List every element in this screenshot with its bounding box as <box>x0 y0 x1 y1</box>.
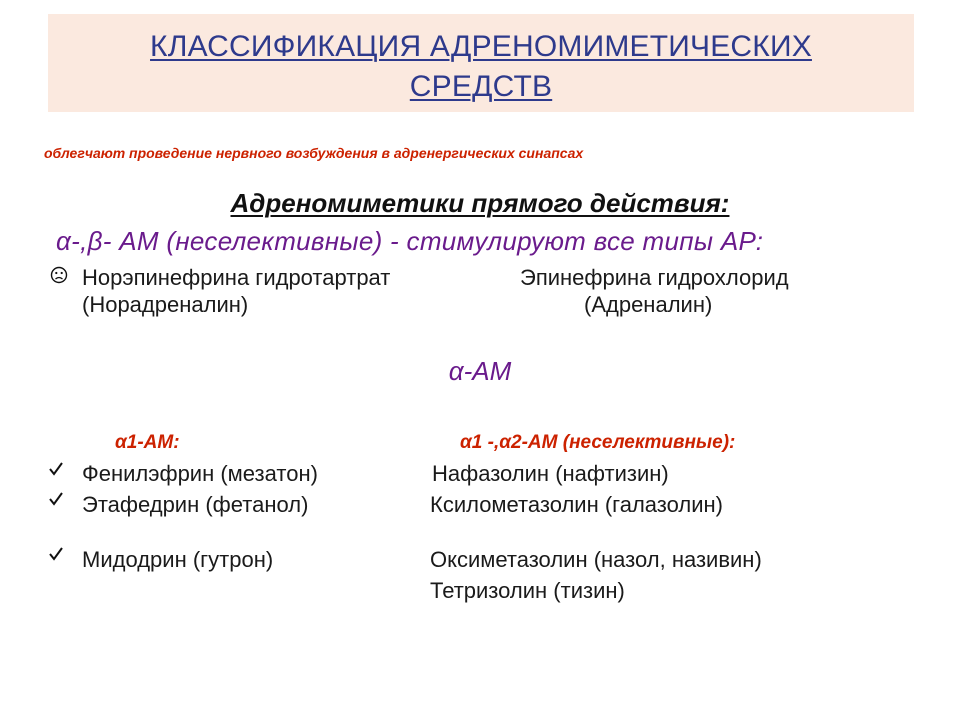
alpha1-heading: α1-АМ: <box>115 432 180 453</box>
alpha12-drug: Тетризолин (тизин) <box>430 578 625 603</box>
norepinephrine-drug: Норэпинефрина гидротартрат <box>82 265 391 290</box>
noradrenaline-alt: (Норадреналин) <box>82 292 249 317</box>
intro-text: облегчают проведение нервного возбуждения в адренергических синапсах <box>44 145 584 161</box>
checkmark-icon <box>48 491 64 510</box>
slide-title-line-1: КЛАССИФИКАЦИЯ АДРЕНОМИМЕТИЧЕСКИХ <box>150 30 812 63</box>
sad-face-icon <box>50 266 68 287</box>
slide-title-line-2: СРЕДСТВ <box>409 70 553 103</box>
direct-action-heading-text: Адреномиметики прямого действия: <box>230 188 730 218</box>
checkmark-icon <box>48 546 64 565</box>
alpha12-drug: Нафазолин (нафтизин) <box>432 461 669 486</box>
alpha12-heading: α1 -,α2-АМ (неселективные): <box>460 432 736 453</box>
nonselective-line: α-,β- АМ (неселективные) - стимулируют все типы АР: <box>56 226 764 256</box>
checkmark-icon <box>48 461 64 480</box>
direct-action-heading <box>0 188 960 219</box>
title-banner <box>48 14 914 112</box>
alpha-am-heading: α-АМ <box>448 356 512 386</box>
alpha12-drug: Ксилометазолин (галазолин) <box>430 492 723 517</box>
alpha1-drug: Этафедрин (фетанол) <box>82 492 309 517</box>
alpha1-drug: Мидодрин (гутрон) <box>82 547 274 572</box>
epinephrine-drug: Эпинефрина гидрохлорид <box>520 265 789 290</box>
alpha1-drug: Фенилэфрин (мезатон) <box>82 461 318 486</box>
adrenaline-alt: (Адреналин) <box>584 292 713 317</box>
alpha12-drug: Оксиметазолин (назол, називин) <box>430 547 762 572</box>
